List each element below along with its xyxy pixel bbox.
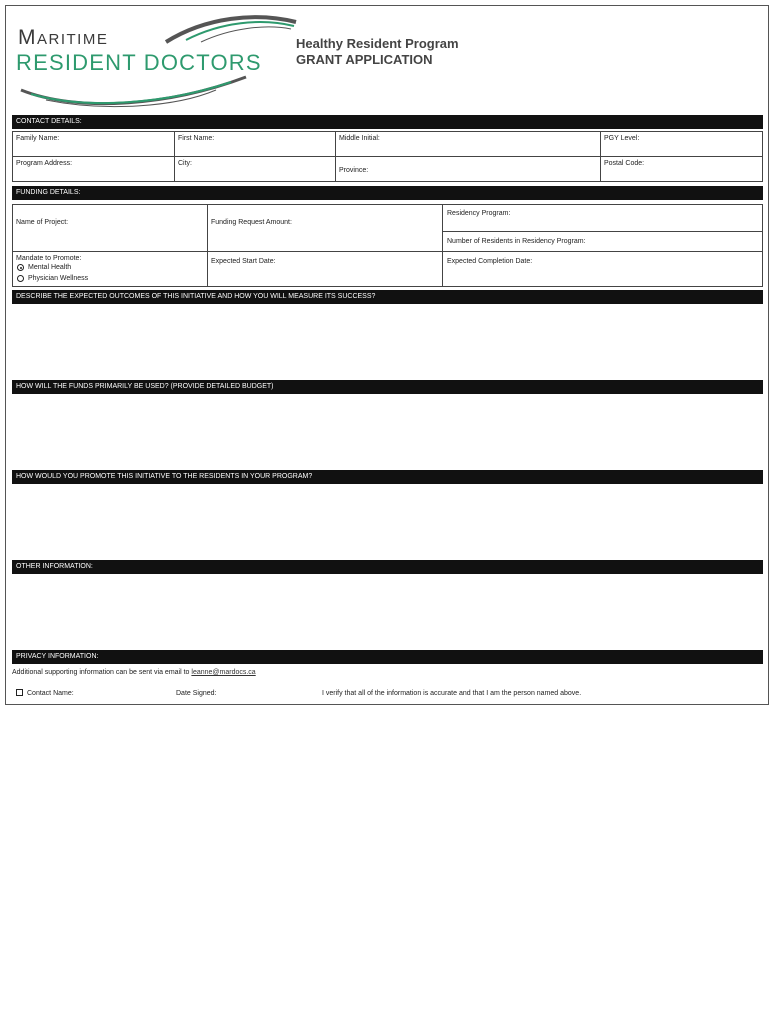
pgy-level-field[interactable] [600,131,763,157]
mandate-label: Mandate to Promote: [16,255,82,262]
family-name-field[interactable] [12,131,175,157]
maritime-resident-doctors-logo [16,12,301,112]
city-field[interactable] [174,156,336,182]
section-privacy-information: PRIVACY INFORMATION: [12,650,763,664]
expected-completion-date-field[interactable] [442,251,763,287]
program-address-label: Program Address: [16,160,73,167]
expected-start-date-field[interactable] [207,251,443,287]
date-signed-label: Date Signed: [176,690,217,697]
funding-request-amount-field[interactable] [207,204,443,252]
expected-completion-date-label: Expected Completion Date: [447,258,533,265]
program-address-field[interactable] [12,156,175,182]
section-other-information: OTHER INFORMATION: [12,560,763,574]
supporting-info-label: Additional supporting information can be sent via email to [12,669,190,676]
mental-health-label: Mental Health [28,264,72,271]
outcomes-textarea[interactable] [12,305,763,377]
physician-wellness-label: Physician Wellness [28,275,89,282]
supporting-info-text [12,669,256,676]
physician-wellness-radio[interactable] [17,275,24,282]
email-link[interactable]: leanne@mardocs.ca [191,669,256,676]
family-name-label: Family Name: [16,135,60,142]
section-promotion: HOW WOULD YOU PROMOTE THIS INITIATIVE TO THE RESIDENTS IN YOUR PROGRAM? [12,470,763,484]
postal-code-field[interactable] [600,156,763,182]
verify-checkbox[interactable] [16,689,23,696]
residency-program-group [442,204,763,252]
province-field[interactable] [335,156,601,182]
expected-start-date-label: Expected Start Date: [211,258,276,265]
middle-initial-label: Middle Initial: [339,135,380,142]
funding-request-amount-label: Funding Request Amount: [211,219,292,226]
logo-line2: RESIDENT DOCTORS [16,50,262,75]
logo-line1: Maritime [18,26,109,49]
name-of-project-label: Name of Project: [16,219,69,226]
pgy-level-label: PGY Level: [604,135,640,142]
section-funds-usage: HOW WILL THE FUNDS PRIMARILY BE USED? (PROVIDE DETAILED BUDGET) [12,380,763,394]
other-information-textarea[interactable] [12,575,763,647]
section-funding-details: FUNDING DETAILS: [12,186,763,200]
postal-code-label: Postal Code: [604,160,645,167]
section-outcomes: DESCRIBE THE EXPECTED OUTCOMES OF THIS INITIATIVE AND HOW YOU WILL MEASURE ITS SUCCESS? [12,290,763,304]
title-line1: Healthy Resident Program [296,36,459,51]
first-name-field[interactable] [174,131,336,157]
residency-divider [443,231,762,232]
form-title [296,36,459,68]
funds-usage-textarea[interactable] [12,395,763,467]
mental-health-radio[interactable] [17,264,24,271]
residency-program-label: Residency Program: [447,210,511,217]
title-line2: GRANT APPLICATION [296,52,433,67]
province-label: Province: [339,167,369,174]
middle-initial-field[interactable] [335,131,601,157]
section-contact-details: CONTACT DETAILS: [12,115,763,129]
name-of-project-field[interactable] [12,204,208,252]
verify-statement: I verify that all of the information is accurate and that I am the person named above. [322,690,582,697]
first-name-label: First Name: [178,135,215,142]
promotion-textarea[interactable] [12,485,763,557]
contact-name-label: Contact Name: [27,690,74,697]
application-form [5,5,769,705]
city-label: City: [178,160,192,167]
number-of-residents-label: Number of Residents in Residency Program: [447,238,586,245]
mandate-group [12,251,208,287]
